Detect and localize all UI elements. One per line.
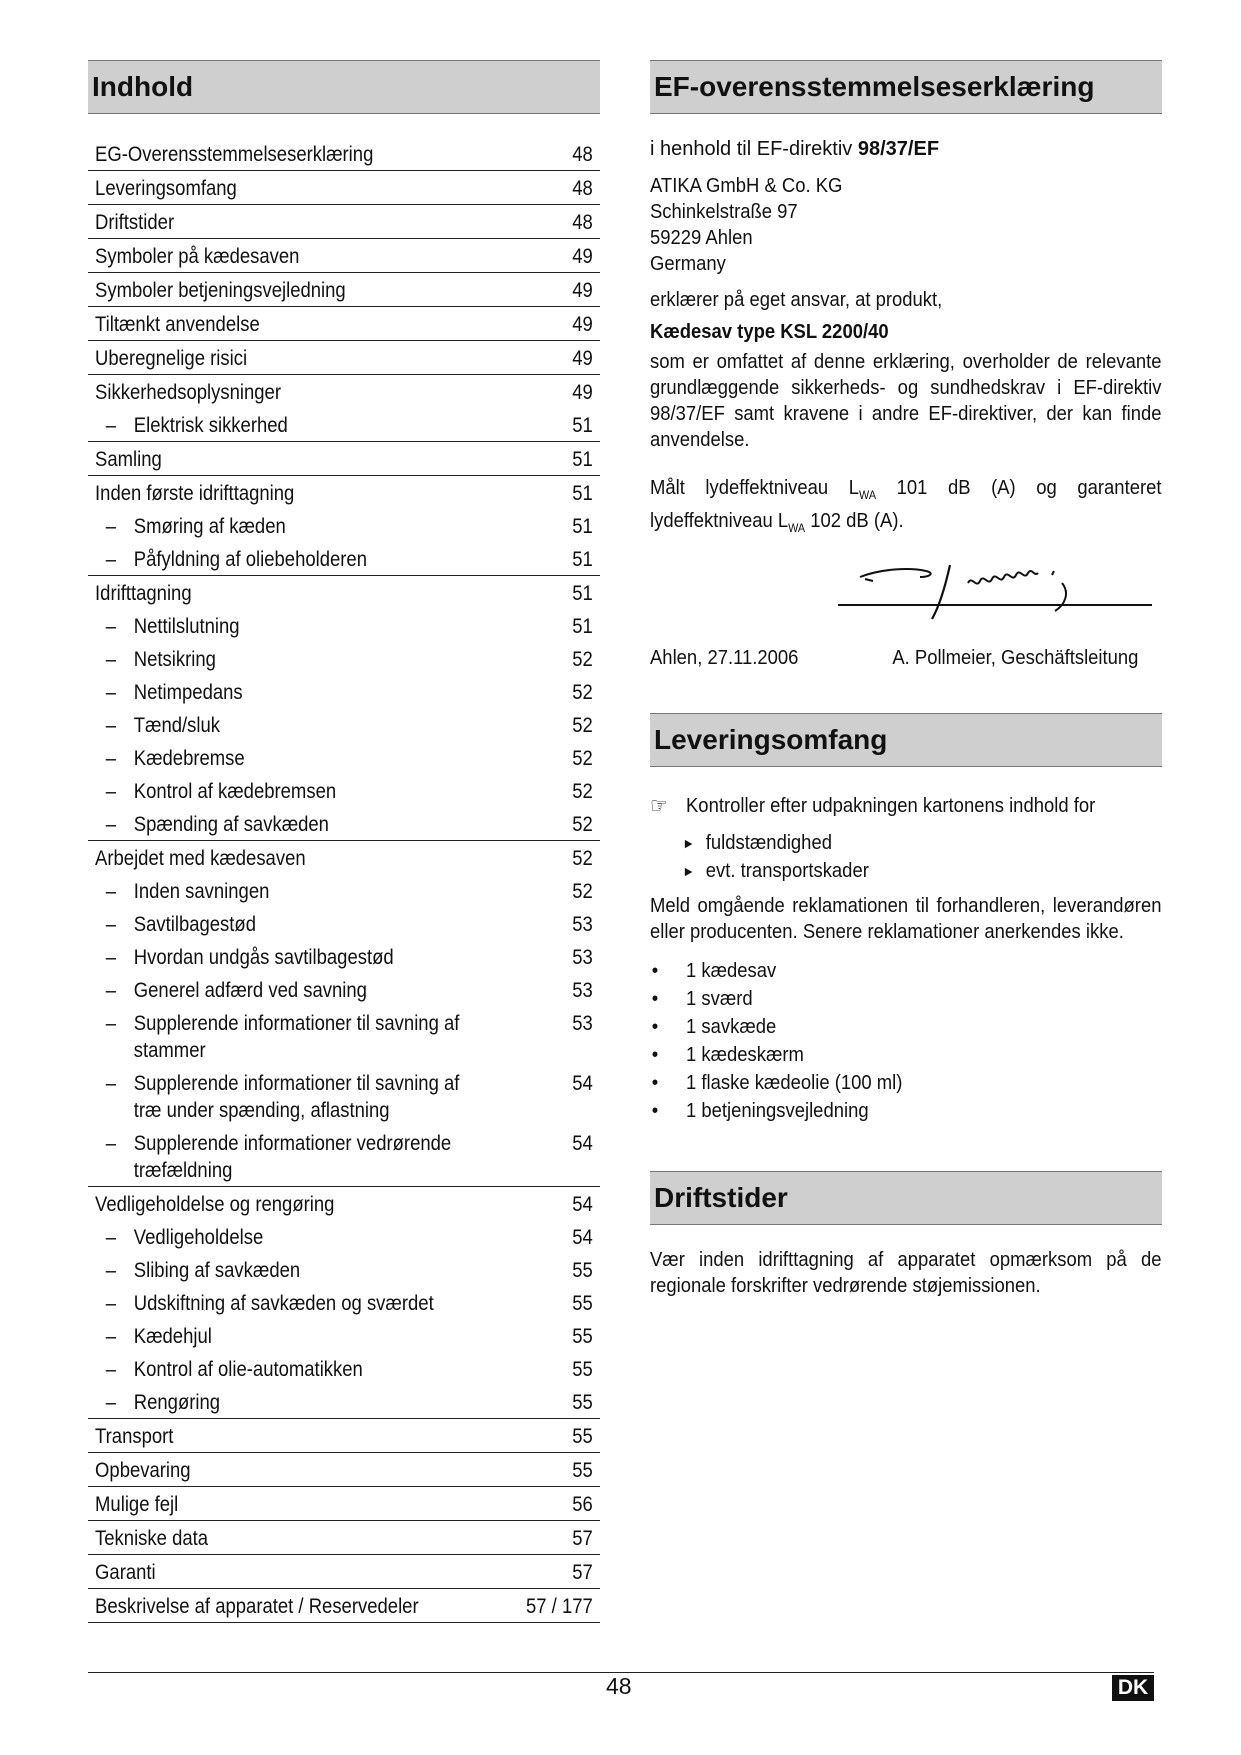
toc-page: 51 [572, 448, 593, 471]
toc-label: Elektrisk sikkerhed [133, 414, 288, 437]
toc-label: Supplerende informationer til savning af træ under spænding, aflastning [133, 1072, 460, 1122]
delivery-checks [650, 829, 1162, 885]
toc-page: 52 [572, 880, 593, 903]
dash-icon: – [105, 1358, 117, 1381]
toc-page: 53 [572, 913, 593, 936]
toc-page: 51 [572, 482, 593, 505]
dash-icon: – [105, 1292, 117, 1315]
toc-group [88, 205, 600, 239]
toc-label: Rengøring [133, 1391, 221, 1414]
operating-times-heading: Driftstider [650, 1171, 1162, 1225]
toc-label: Savtilbagestød [133, 913, 257, 936]
toc-subentry [88, 807, 600, 840]
toc-subentry [88, 1352, 600, 1385]
toc-label: Nettilslutning [133, 615, 240, 638]
toc-page: 54 [572, 1132, 593, 1155]
dash-icon: – [105, 1012, 117, 1035]
toc-label: Garanti [95, 1561, 156, 1584]
toc-subentry [88, 940, 600, 973]
toc-label: Supplerende informationer vedrørende træfældning [133, 1132, 452, 1182]
toc-label: Samling [95, 448, 162, 471]
operating-times-text: Vær inden idrifttagning af apparatet opmærksom på de regionale forskrifter vedrørende støjemissionen. [650, 1248, 1162, 1298]
list-item: • 1 savkæde [650, 1013, 1111, 1041]
toc-subentry [88, 1220, 600, 1253]
toc-group [88, 1453, 600, 1487]
toc-label: Uberegnelige risici [95, 347, 248, 370]
toc-label: Leveringsomfang [95, 177, 237, 200]
toc-label: Vedligeholdelse [133, 1226, 264, 1249]
bullet-icon: • [651, 959, 659, 983]
arrow-bullet-icon: ► [682, 835, 695, 852]
toc-page: 49 [572, 347, 593, 370]
toc-subentry [88, 642, 600, 675]
toc-group [88, 1487, 600, 1521]
toc-label: Påfyldning af oliebeholderen [133, 548, 368, 571]
dash-icon: – [105, 548, 117, 571]
directive-code: 98/37/EF [857, 138, 940, 160]
toc-entry [88, 476, 600, 509]
toc-subentry [88, 874, 600, 907]
toc-group [88, 1187, 600, 1419]
toc-page: 51 [572, 582, 593, 605]
toc-page: 53 [572, 946, 593, 969]
toc-page: 53 [572, 1012, 593, 1035]
toc-label: Netimpedans [133, 681, 243, 704]
toc-subentry [88, 408, 600, 441]
toc-page: 48 [572, 211, 593, 234]
toc-entry [88, 273, 600, 306]
toc-page: 52 [572, 813, 593, 836]
dash-icon: – [105, 1072, 117, 1095]
product-name: Kædesav type KSL 2200/40 [650, 320, 889, 343]
toc-label: Generel adfærd ved savning [133, 979, 367, 1002]
compliance-text: som er omfattet af denne erklæring, overholder de relevante grundlæggende sikkerheds- og sundhedskrav i EF-direktiv 98/37/EF samt kravene i andre EF-direktiver, der kan finde anvendelse. [650, 350, 1162, 451]
toc-page: 49 [572, 245, 593, 268]
right-column [650, 60, 1162, 1299]
toc-label: Beskrivelse af apparatet / Reservedeler [95, 1595, 419, 1618]
toc-page: 55 [572, 1358, 593, 1381]
toc-page: 55 [572, 1459, 593, 1482]
dash-icon: – [105, 1259, 117, 1282]
dash-icon: – [105, 946, 117, 969]
toc-subentry [88, 1253, 600, 1286]
toc-group [88, 273, 600, 307]
list-item: • 1 kædeskærm [650, 1041, 1111, 1069]
toc-label: Udskiftning af savkæden og sværdet [133, 1292, 434, 1315]
dash-icon: – [105, 1325, 117, 1348]
toc-label: Idrifttagning [95, 582, 192, 605]
toc-page: 57 [572, 1561, 593, 1584]
toc-entry [88, 375, 600, 408]
toc-label: Kædebremse [133, 747, 245, 770]
toc-page: 52 [572, 714, 593, 737]
toc-page: 55 [572, 1391, 593, 1414]
toc-subentry [88, 708, 600, 741]
list-item: • 1 betjeningsvejledning [650, 1097, 1111, 1125]
toc-entry [88, 1487, 600, 1520]
toc-page: 54 [572, 1226, 593, 1249]
manufacturer-address: ATIKA GmbH & Co. KG Schinkelstraße 97 59229 Ahlen Germany [650, 174, 843, 275]
language-badge: DK [1112, 1675, 1154, 1701]
toc-label: Opbevaring [95, 1459, 191, 1482]
toc-subentry [88, 1006, 600, 1066]
toc-entry [88, 1589, 600, 1622]
toc-group [88, 442, 600, 476]
toc-page: 57 / 177 [525, 1595, 593, 1618]
toc-label: Spænding af savkæden [133, 813, 329, 836]
toc-entry [88, 341, 600, 374]
toc-list [88, 137, 600, 1623]
signature-image [650, 553, 1162, 645]
bullet-icon: • [651, 1015, 659, 1039]
toc-label: Slibing af savkæden [133, 1259, 301, 1282]
complaint-text: Meld omgående reklamationen til forhandleren, leverandøren eller producenten. Senere reklamationer anerkendes ikke. [650, 894, 1162, 944]
toc-page: 53 [572, 979, 593, 1002]
dash-icon: – [105, 979, 117, 1002]
toc-page: 52 [572, 648, 593, 671]
toc-label: Hvordan undgås savtilbagestød [133, 946, 394, 969]
toc-subentry [88, 774, 600, 807]
dash-icon: – [105, 913, 117, 936]
directive-line: i henhold til EF-direktiv 98/37/EF [650, 138, 940, 160]
toc-group [88, 1521, 600, 1555]
noise-text: Målt lydeffektniveau $L_{WA}$ 101 dB (A) og garanteret lydeffektniveau $L_{WA}$ 102 dB (A). [650, 476, 1162, 536]
toc-subentry [88, 1126, 600, 1186]
toc-group [88, 841, 600, 1187]
toc-label: Mulige fejl [95, 1493, 179, 1516]
dash-icon: – [105, 615, 117, 638]
toc-entry [88, 1521, 600, 1554]
delivery-heading: Leveringsomfang [650, 713, 1162, 767]
list-item: ► fuldstændighed [650, 829, 1111, 857]
toc-subentry [88, 1286, 600, 1319]
dash-icon: – [105, 1226, 117, 1249]
toc-page: 54 [572, 1072, 593, 1095]
toc-group [88, 1555, 600, 1589]
toc-group [88, 341, 600, 375]
toc-label: Tekniske data [95, 1527, 209, 1550]
toc-subentry [88, 973, 600, 1006]
toc-subentry [88, 907, 600, 940]
toc-label: Transport [95, 1425, 174, 1448]
dash-icon: – [105, 414, 117, 437]
page-number: 48 [606, 1673, 632, 1699]
toc-label: Smøring af kæden [133, 515, 286, 538]
toc-label: Arbejdet med kædesaven [95, 847, 306, 870]
toc-label: Symboler på kædesaven [95, 245, 300, 268]
bullet-icon: • [651, 1099, 659, 1123]
toc-entry [88, 171, 600, 204]
toc-page: 55 [572, 1325, 593, 1348]
delivery-items [650, 957, 1162, 1125]
arrow-bullet-icon: ► [682, 863, 695, 880]
dash-icon: – [105, 1391, 117, 1414]
toc-subentry [88, 609, 600, 642]
toc-entry [88, 307, 600, 340]
toc-page: 55 [572, 1425, 593, 1448]
toc-entry [88, 1555, 600, 1588]
toc-label: Tænd/sluk [133, 714, 221, 737]
toc-entry [88, 239, 600, 272]
signature-area [650, 553, 1162, 645]
toc-group [88, 375, 600, 442]
dash-icon: – [105, 747, 117, 770]
toc-group [88, 576, 600, 841]
toc-page: 52 [572, 747, 593, 770]
toc-page: 55 [572, 1292, 593, 1315]
dash-icon: – [105, 515, 117, 538]
toc-page: 52 [572, 847, 593, 870]
table-of-contents [88, 60, 600, 1623]
toc-entry [88, 1453, 600, 1486]
dash-icon: – [105, 681, 117, 704]
toc-page: 51 [572, 414, 593, 437]
toc-subentry [88, 1385, 600, 1418]
toc-group [88, 137, 600, 171]
dash-icon: – [105, 880, 117, 903]
dash-icon: – [105, 780, 117, 803]
list-item: • 1 sværd [650, 985, 1111, 1013]
toc-group [88, 1589, 600, 1623]
toc-label: Inden savningen [133, 880, 270, 903]
signatory: A. Pollmeier, Geschäftsleitung [892, 646, 1139, 670]
dash-icon: – [105, 714, 117, 737]
toc-group [88, 1419, 600, 1453]
dash-icon: – [105, 1132, 117, 1155]
toc-page: 51 [572, 515, 593, 538]
dash-icon: – [105, 648, 117, 671]
toc-group [88, 239, 600, 273]
bullet-icon: • [651, 1043, 659, 1067]
toc-page: 55 [572, 1259, 593, 1282]
delivery-instruction: ☞ Kontroller efter udpakningen kartonens indhold for [650, 793, 1096, 819]
declaration-text: erklærer på eget ansvar, at produkt, [650, 288, 943, 311]
toc-page: 57 [572, 1527, 593, 1550]
toc-subentry [88, 741, 600, 774]
list-item: • 1 flaske kædeolie (100 ml) [650, 1069, 1111, 1097]
toc-entry [88, 1419, 600, 1452]
toc-page: 54 [572, 1193, 593, 1216]
toc-heading: Indhold [88, 60, 600, 114]
bullet-icon: • [651, 987, 659, 1011]
toc-group [88, 307, 600, 341]
toc-subentry [88, 542, 600, 575]
place-date: Ahlen, 27.11.2006 [650, 646, 799, 670]
list-item: ► evt. transportskader [650, 857, 1111, 885]
toc-entry [88, 576, 600, 609]
toc-page: 52 [572, 681, 593, 704]
toc-page: 49 [572, 381, 593, 404]
signature-line [650, 645, 1138, 671]
toc-page: 51 [572, 548, 593, 571]
toc-group [88, 171, 600, 205]
bullet-icon: • [651, 1071, 659, 1095]
toc-subentry [88, 675, 600, 708]
ef-heading: EF-overensstemmelseserklæring [650, 60, 1162, 114]
toc-label: EG-Overensstemmelseserklæring [95, 143, 374, 166]
toc-label: Driftstider [95, 211, 175, 234]
toc-entry [88, 442, 600, 475]
toc-subentry [88, 509, 600, 542]
toc-page: 52 [572, 780, 593, 803]
toc-label: Kontrol af kædebremsen [133, 780, 337, 803]
toc-page: 56 [572, 1493, 593, 1516]
toc-subentry [88, 1066, 600, 1126]
toc-label: Vedligeholdelse og rengøring [95, 1193, 335, 1216]
toc-page: 49 [572, 279, 593, 302]
toc-group [88, 476, 600, 576]
pointing-hand-icon: ☞ [650, 793, 668, 819]
toc-label: Sikkerhedsoplysninger [95, 381, 281, 404]
toc-page: 48 [572, 143, 593, 166]
toc-label: Symboler betjeningsvejledning [95, 279, 346, 302]
toc-page: 49 [572, 313, 593, 336]
dash-icon: – [105, 813, 117, 836]
toc-label: Kontrol af olie-automatikken [133, 1358, 363, 1381]
toc-subentry [88, 1319, 600, 1352]
toc-page: 51 [572, 615, 593, 638]
toc-label: Netsikring [133, 648, 216, 671]
toc-entry [88, 205, 600, 238]
toc-label: Kædehjul [133, 1325, 212, 1348]
toc-label: Inden første idrifttagning [95, 482, 295, 505]
list-item: • 1 kædesav [650, 957, 1111, 985]
toc-entry [88, 841, 600, 874]
toc-label: Supplerende informationer til savning af stammer [133, 1012, 460, 1062]
toc-entry [88, 1187, 600, 1220]
toc-page: 48 [572, 177, 593, 200]
toc-entry [88, 137, 600, 170]
toc-label: Tiltænkt anvendelse [95, 313, 260, 336]
